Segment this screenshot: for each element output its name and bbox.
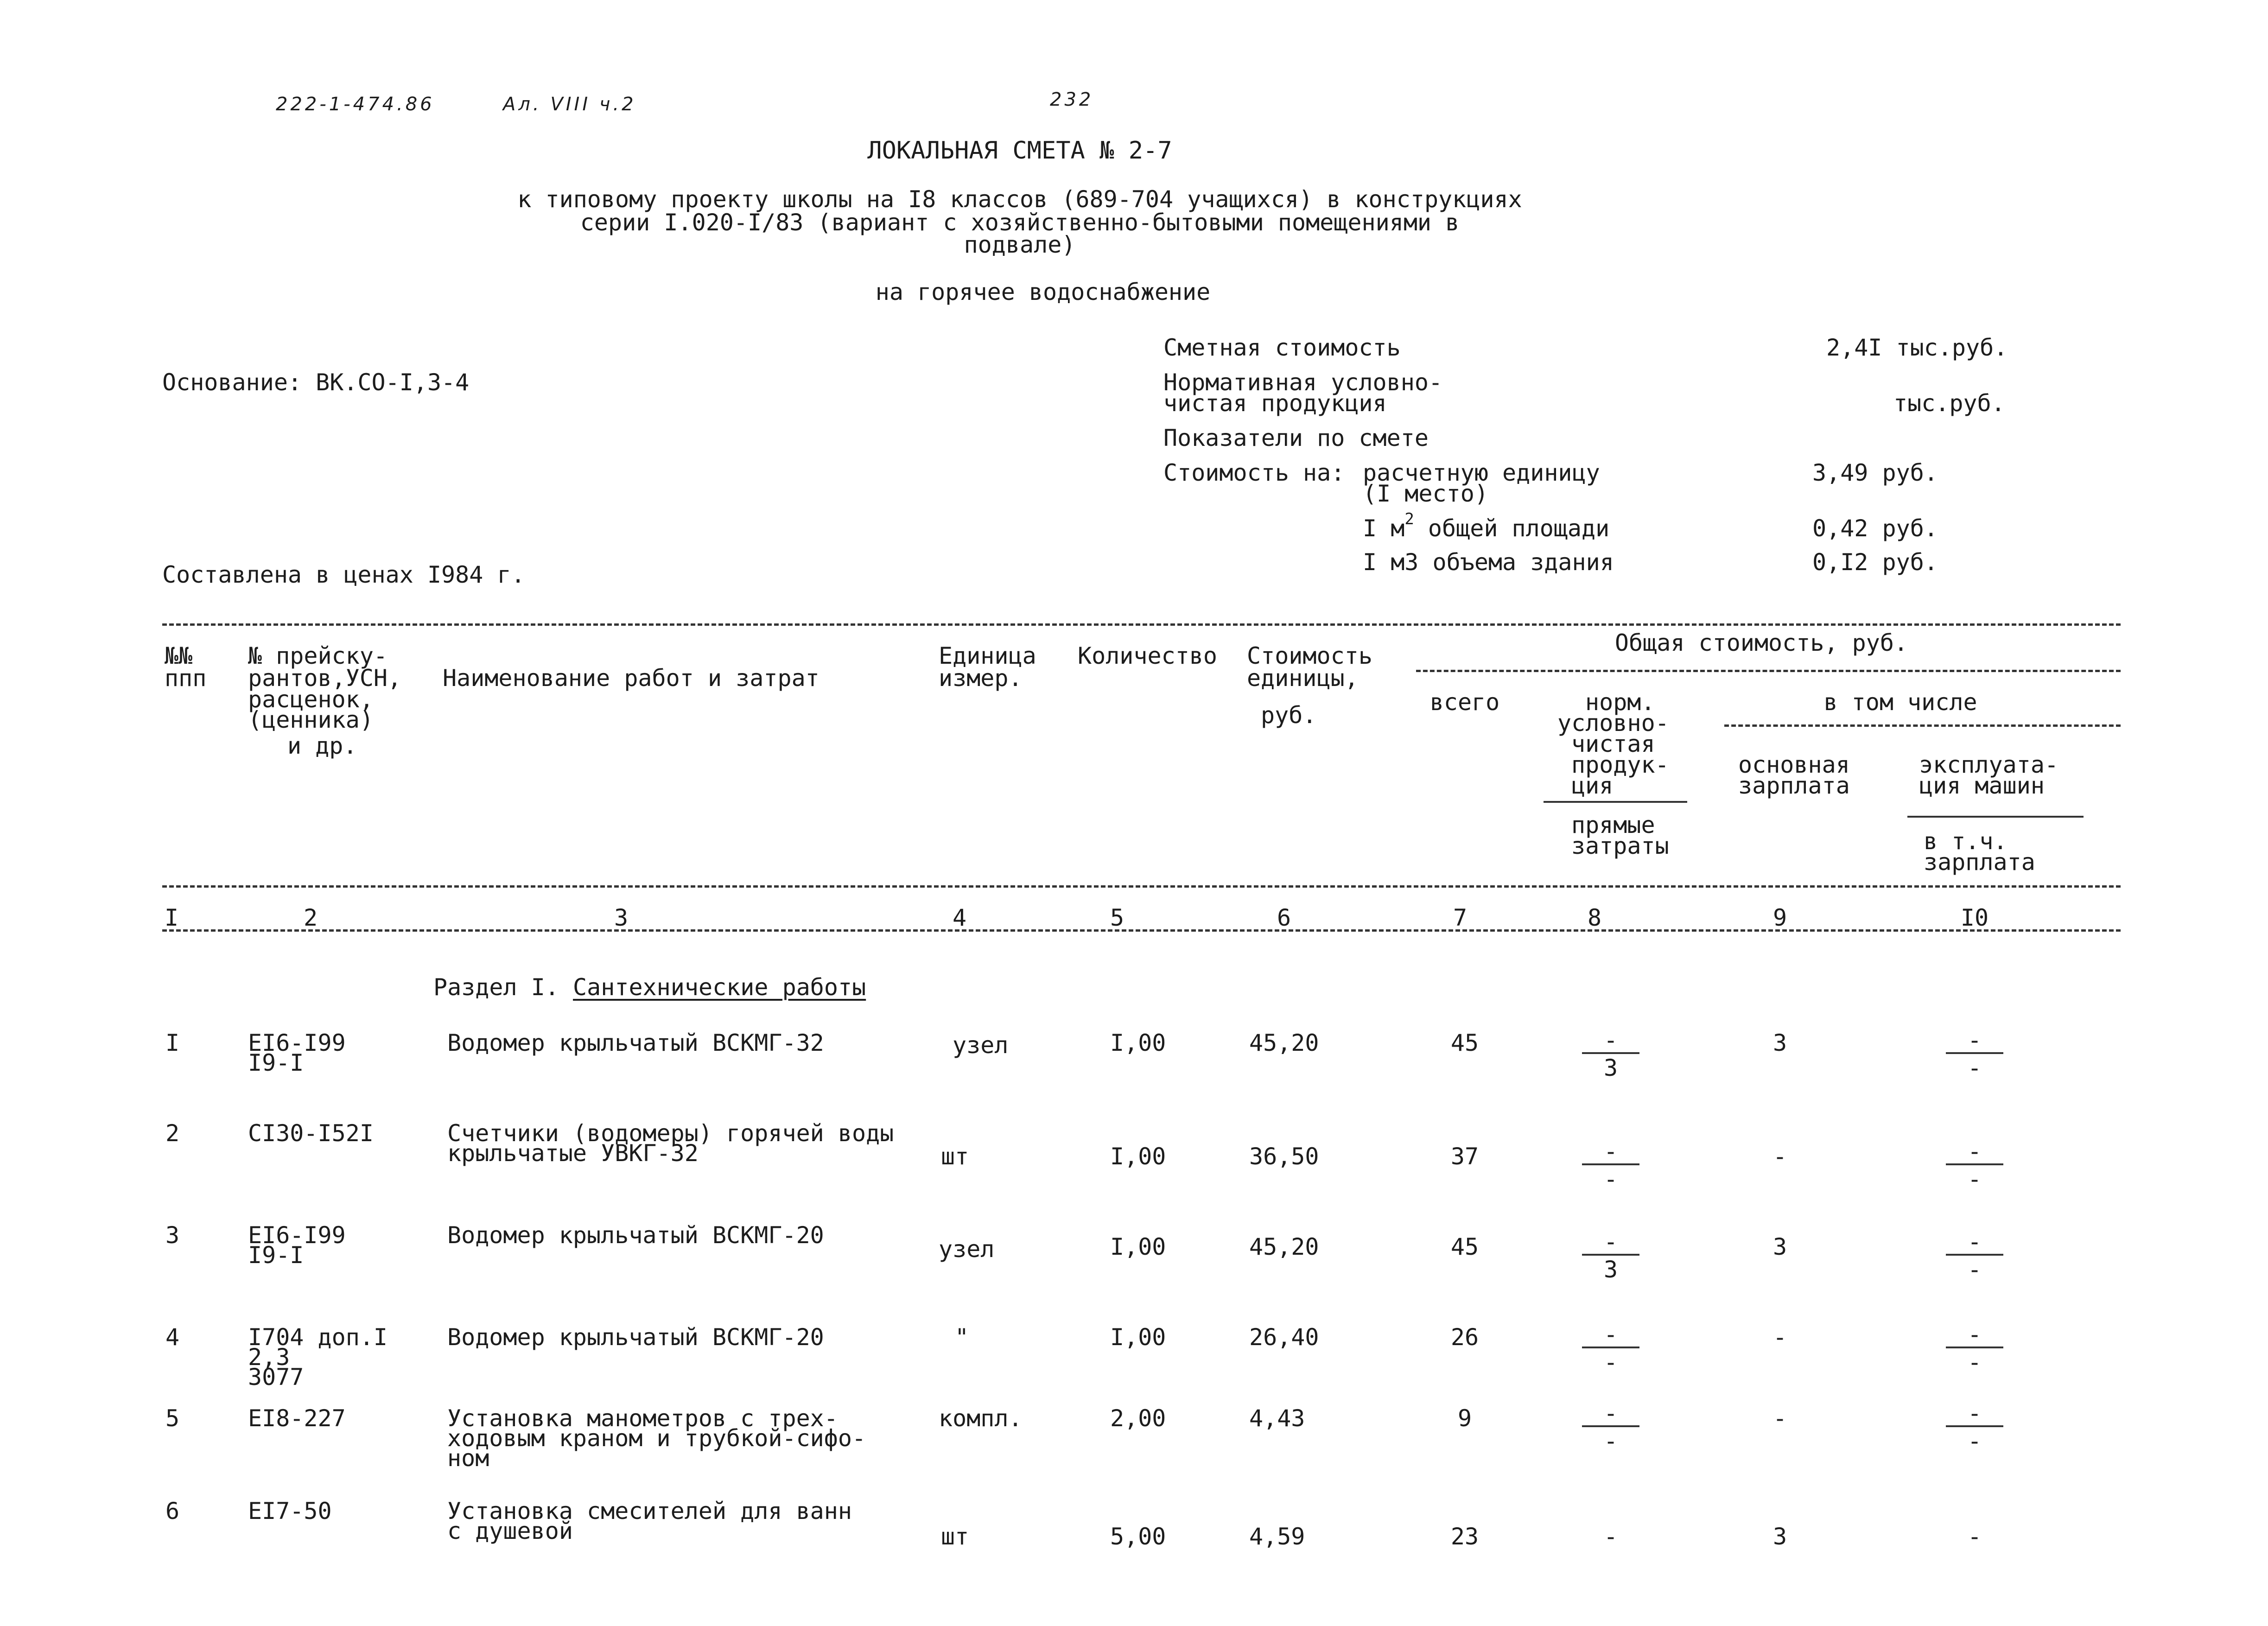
row-code-1: EI8-227 [248, 1405, 346, 1432]
area-label-post: общей площади [1428, 515, 1610, 542]
npp-value: - [1603, 1138, 1618, 1165]
npp-direct-fraction [1578, 1029, 1643, 1080]
row-code-2: I9-I [248, 1049, 304, 1076]
row-qty: I,00 [1110, 1324, 1166, 1351]
unit-value: 3,49 руб. [1812, 459, 1938, 486]
row-unit: шт [941, 1523, 969, 1550]
table-top-rule [162, 623, 2121, 626]
machine-fraction [1942, 1402, 2007, 1453]
row-code-1: EI6-I99 [248, 1222, 346, 1249]
row-total: 26 [1450, 1324, 1479, 1351]
row-number: 3 [165, 1222, 180, 1249]
machine-fraction [1942, 1029, 2007, 1080]
row-number: 5 [165, 1405, 180, 1432]
hdr-npp-3: чистая [1571, 730, 1655, 757]
section-prefix: Раздел I. [433, 974, 559, 1001]
document-code: 222-1-474.86 [276, 94, 435, 115]
npp-label-2: чистая продукция [1163, 390, 1387, 417]
unit-label-1: расчетную единицу [1363, 459, 1600, 486]
row-salary: - [1772, 1324, 1787, 1351]
row-code-1: EI6-I99 [248, 1029, 346, 1056]
row-name-2: крыльчатые УВКГ-32 [447, 1140, 699, 1167]
npp-value: - [1603, 1228, 1618, 1255]
row-total: 23 [1450, 1523, 1479, 1550]
hdr-price-1: № прейску- [248, 642, 388, 669]
mach-underline [1907, 816, 2084, 818]
row-code-1: I704 доп.I [248, 1324, 388, 1351]
basis-label: Основание: ВК.СО-I,3-4 [162, 369, 470, 396]
row-name-1: Водомер крыльчатый ВСКМГ-32 [447, 1029, 824, 1056]
hdr-ucost-2: единицы, [1247, 665, 1359, 692]
npp-direct-fraction [1578, 1140, 1643, 1191]
col-num-1: I [164, 904, 179, 931]
subtitle-line-3: подвале) [964, 231, 1076, 258]
npp-direct-fraction [1578, 1323, 1643, 1374]
machine-salary-value: - [1967, 1428, 1982, 1455]
section-title: Сантехнические работы [573, 974, 866, 1001]
row-qty: I,00 [1110, 1233, 1166, 1260]
row-qty: I,00 [1110, 1143, 1166, 1170]
col-num-4: 4 [952, 904, 967, 931]
row-unit: шт [941, 1143, 969, 1170]
row-unit: узел [953, 1032, 1009, 1059]
area-value: 0,42 руб. [1812, 515, 1938, 542]
machine-value: - [1967, 1027, 1982, 1054]
row-unit: узел [939, 1236, 995, 1263]
hdr-mach-2: ция машин [1919, 772, 2045, 799]
row-unit-cost: 4,43 [1249, 1405, 1305, 1432]
col-num-5: 5 [1110, 904, 1124, 931]
row-code-1: EI7-50 [248, 1498, 332, 1524]
machine-salary-value: - [1967, 1256, 1982, 1283]
hdr-salary-2: зарплата [1738, 772, 1850, 799]
npp-value: - [1603, 1027, 1618, 1054]
row-qty: 5,00 [1110, 1523, 1166, 1550]
indicators-label: Показатели по смете [1163, 425, 1429, 451]
unit-label-2: (I место) [1363, 480, 1488, 507]
hdr-price-2: рантов,УСН, [248, 665, 402, 692]
machine-value: - [1967, 1138, 1982, 1165]
machine-value: - [1967, 1523, 1982, 1550]
column-numbers-rule [162, 929, 2121, 932]
hdr-name: Наименование работ и затрат [443, 665, 820, 692]
row-salary: 3 [1772, 1233, 1787, 1260]
hdr-total-group: Общая стоимость, руб. [1614, 629, 1908, 656]
machine-salary-value: - [1967, 1166, 1982, 1193]
total-group-rule [1416, 670, 2121, 672]
row-code-3: 3077 [248, 1364, 304, 1391]
row-name-1: Установка смесителей для ванн [447, 1498, 852, 1524]
row-number: 4 [165, 1324, 180, 1351]
row-name-3: ном [447, 1445, 489, 1472]
row-name-1: Счетчики (водомеры) горячей воды [447, 1120, 894, 1147]
npp-value: - [1603, 1400, 1618, 1427]
row-name-1: Водомер крыльчатый ВСКМГ-20 [447, 1222, 824, 1249]
hdr-direct-1: прямые [1571, 812, 1655, 838]
col-num-9: 9 [1772, 904, 1787, 931]
npp-direct-fraction [1578, 1228, 1643, 1283]
area-label-sup: 2 [1404, 510, 1414, 528]
row-unit-cost: 45,20 [1249, 1029, 1319, 1056]
hdr-price-4: (ценника) [248, 706, 374, 733]
row-name-1: Водомер крыльчатый ВСКМГ-20 [447, 1324, 824, 1351]
row-total: 45 [1450, 1029, 1479, 1056]
hdr-npp-1: норм. [1585, 689, 1655, 716]
estimate-subject: на горячее водоснабжение [875, 279, 1211, 305]
machine-salary-value: - [1967, 1054, 1982, 1081]
hdr-mach-1: эксплуата- [1919, 751, 2059, 778]
row-qty: I,00 [1110, 1029, 1166, 1056]
col-num-8: 8 [1587, 904, 1602, 931]
machine-salary-value: - [1967, 1349, 1982, 1376]
incl-rule [1724, 724, 2121, 727]
page-number: 232 [1050, 89, 1094, 110]
row-qty: 2,00 [1110, 1405, 1166, 1432]
hdr-npp-2: условно- [1557, 710, 1669, 737]
npp-value: - [1603, 1523, 1618, 1550]
area-label [1363, 510, 1610, 542]
hdr-qty: Количество [1078, 642, 1218, 669]
row-salary: - [1772, 1405, 1787, 1432]
row-total: 9 [1457, 1405, 1472, 1432]
estimate-title: ЛОКАЛЬНАЯ СМЕТА № 2-7 [867, 137, 1172, 165]
subtitle-line-2: серии I.020-I/83 (вариант с хозяйственно-бытовыми помещениями в [580, 209, 1460, 236]
row-code-2: I9-I [248, 1242, 304, 1269]
hdr-ucost-1: Стоимость [1247, 642, 1372, 669]
direct-cost-value: - [1603, 1166, 1618, 1193]
row-unit-cost: 26,40 [1249, 1324, 1319, 1351]
row-number: 6 [165, 1498, 180, 1524]
direct-cost-value: - [1603, 1349, 1618, 1376]
estimated-cost-label: Сметная стоимость [1163, 334, 1401, 361]
row-number: 2 [165, 1120, 180, 1147]
machine-value: - [1967, 1321, 1982, 1348]
machine-value: - [1967, 1228, 1982, 1255]
hdr-npp-5: ция [1571, 772, 1614, 799]
machine-value: - [1967, 1400, 1982, 1427]
hdr-direct-2: затраты [1571, 832, 1669, 859]
prices-year-label: Составлена в ценах I984 г. [162, 561, 525, 588]
subtitle-line-1: к типовому проекту школы на I8 классов (689-704 учащихся) в конструкциях [517, 186, 1522, 213]
machine-fraction [1942, 1228, 2007, 1283]
hdr-unit-2: измер. [939, 665, 1023, 692]
hdr-salary-1: основная [1738, 751, 1850, 778]
npp-underline [1544, 801, 1687, 803]
col-num-2: 2 [303, 904, 318, 931]
npp-label-1: Нормативная условно- [1163, 369, 1443, 396]
machine-fraction [1942, 1323, 2007, 1374]
hdr-price-5: и др. [287, 732, 357, 759]
direct-cost-value: - [1603, 1428, 1618, 1455]
section-heading [433, 976, 866, 999]
direct-cost-value: 3 [1603, 1054, 1618, 1081]
col-num-7: 7 [1453, 904, 1468, 931]
hdr-unit-1: Единица [939, 642, 1036, 669]
row-number: I [165, 1029, 180, 1056]
row-salary: 3 [1772, 1523, 1787, 1550]
npp-value: - [1603, 1321, 1618, 1348]
header-bottom-rule [162, 885, 2121, 888]
hdr-ucost-3: руб. [1261, 702, 1317, 729]
hdr-mach-sal-1: в т.ч. [1924, 828, 2008, 855]
row-salary: 3 [1772, 1029, 1787, 1056]
row-salary: - [1772, 1143, 1787, 1170]
row-unit-cost: 36,50 [1249, 1143, 1319, 1170]
row-name-2: ходовым краном и трубкой-сифо- [447, 1425, 866, 1452]
hdr-npp-4: продук- [1571, 751, 1669, 778]
row-total: 45 [1450, 1233, 1479, 1260]
volume-value: 0,I2 руб. [1812, 549, 1938, 576]
row-total: 37 [1450, 1143, 1479, 1170]
hdr-price-3: расценок, [248, 686, 374, 713]
hdr-total: всего [1429, 689, 1500, 716]
row-unit: " [955, 1324, 969, 1351]
machine-fraction [1942, 1140, 2007, 1191]
estimated-cost-value: 2,4I тыс.руб. [1826, 334, 2008, 361]
album-reference: Ал. VIII ч.2 [503, 94, 636, 115]
col-num-3: 3 [614, 904, 629, 931]
hdr-num-1: №№ [165, 642, 193, 669]
row-code-2: 2,3 [248, 1344, 290, 1371]
area-label-pre: I м [1363, 515, 1405, 542]
row-name-1: Установка манометров с трех- [447, 1405, 838, 1432]
row-unit-cost: 45,20 [1249, 1233, 1319, 1260]
npp-direct-fraction [1578, 1402, 1643, 1453]
npp-value: тыс.руб. [1893, 390, 2005, 417]
col-num-6: 6 [1277, 904, 1291, 931]
hdr-incl: в том числе [1823, 689, 1977, 716]
hdr-num-2: ппп [165, 665, 207, 692]
col-num-10: I0 [1960, 904, 1989, 931]
volume-label: I м3 объема здания [1363, 549, 1614, 576]
row-unit: компл. [939, 1405, 1023, 1432]
hdr-mach-sal-2: зарплата [1924, 849, 2035, 876]
row-name-2: с душевой [447, 1518, 573, 1544]
direct-cost-value: 3 [1603, 1256, 1618, 1283]
row-code-1: CI30-I52I [248, 1120, 374, 1147]
cost-per-label: Стоимость на: [1163, 459, 1345, 486]
row-unit-cost: 4,59 [1249, 1523, 1305, 1550]
